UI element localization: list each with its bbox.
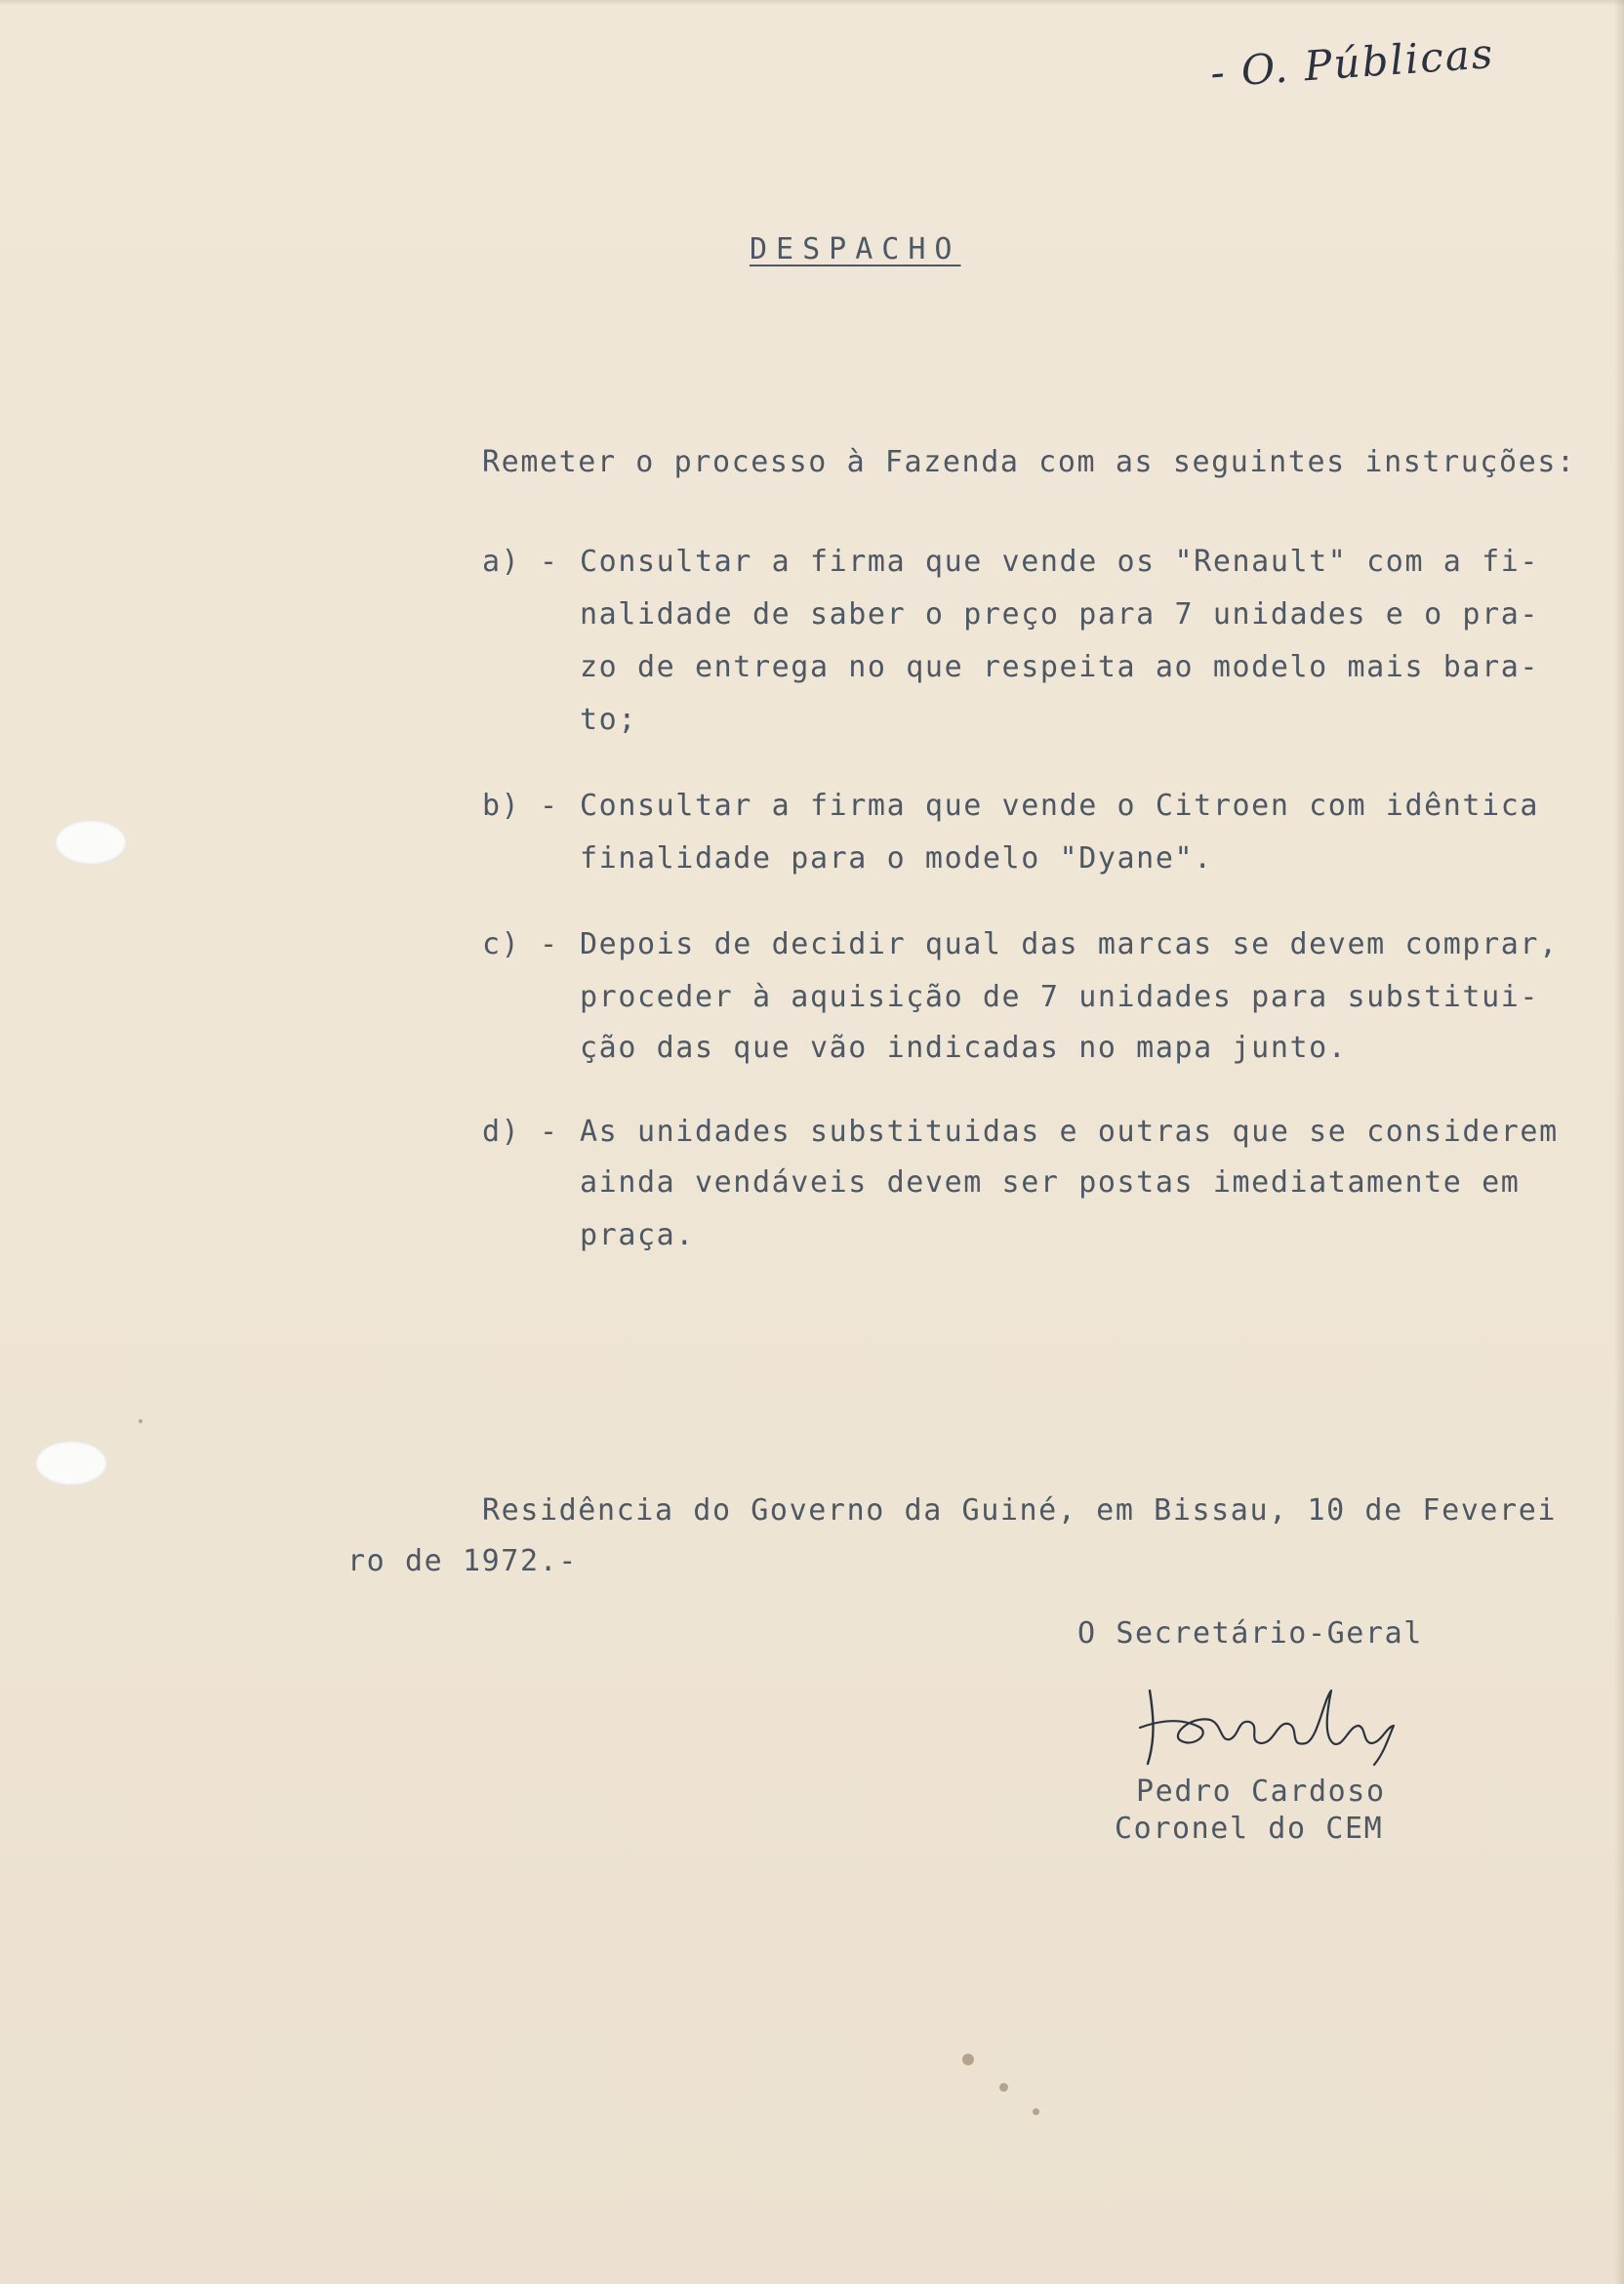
item-letter: a) - [482, 545, 559, 579]
signatory-role: O Secretário-Geral [1077, 1616, 1423, 1651]
signatory-name: Pedro Cardoso [1136, 1774, 1386, 1809]
document-title: DESPACHO [750, 232, 961, 266]
item-letter: d) - [482, 1115, 559, 1149]
item-line: nalidade de saber o preço para 7 unidades e o pra- [580, 597, 1540, 632]
item-line: Depois de decidir qual das marcas se devem comprar, [580, 927, 1559, 961]
item-line: Consultar a firma que vende o Citroen com idêntica [580, 789, 1540, 823]
closing-line-1: Residência do Governo da Guiné, em Bissau, 10 de Feverei [482, 1493, 1558, 1528]
intro-paragraph: Remeter o processo à Fazenda com as seguintes instruções: [482, 445, 1576, 479]
item-line: ainda vendáveis devem ser postas imediatamente em [580, 1165, 1521, 1200]
item-line: As unidades substituidas e outras que se considerem [580, 1115, 1559, 1149]
paper-speck [962, 2054, 974, 2065]
item-letter: b) - [482, 789, 559, 823]
handwritten-note: - O. Públicas [1208, 28, 1496, 98]
signatory-rank: Coronel do CEM [1115, 1812, 1384, 1846]
item-line: to; [580, 703, 637, 737]
item-line: Consultar a firma que vende os "Renault" com a fi- [580, 545, 1540, 579]
punch-hole-lower [35, 1441, 107, 1486]
item-line: praça. [580, 1218, 695, 1252]
paper-speck [1033, 2108, 1039, 2115]
signature [1132, 1671, 1425, 1769]
item-letter: c) - [482, 927, 559, 961]
closing-line-2: ro de 1972.- [347, 1544, 578, 1578]
paper-right-shadow [1614, 0, 1624, 2284]
item-line: proceder à aquisição de 7 unidades para substitui- [580, 980, 1540, 1014]
punch-hole-upper [55, 820, 127, 865]
item-line: ção das que vão indicadas no mapa junto. [580, 1031, 1348, 1065]
paper-speck [999, 2083, 1008, 2092]
paper-speck [139, 1419, 142, 1423]
item-line: zo de entrega no que respeita ao modelo mais bara- [580, 650, 1540, 684]
paper-top-shadow [0, 0, 1624, 6]
item-line: finalidade para o modelo "Dyane". [580, 841, 1213, 876]
